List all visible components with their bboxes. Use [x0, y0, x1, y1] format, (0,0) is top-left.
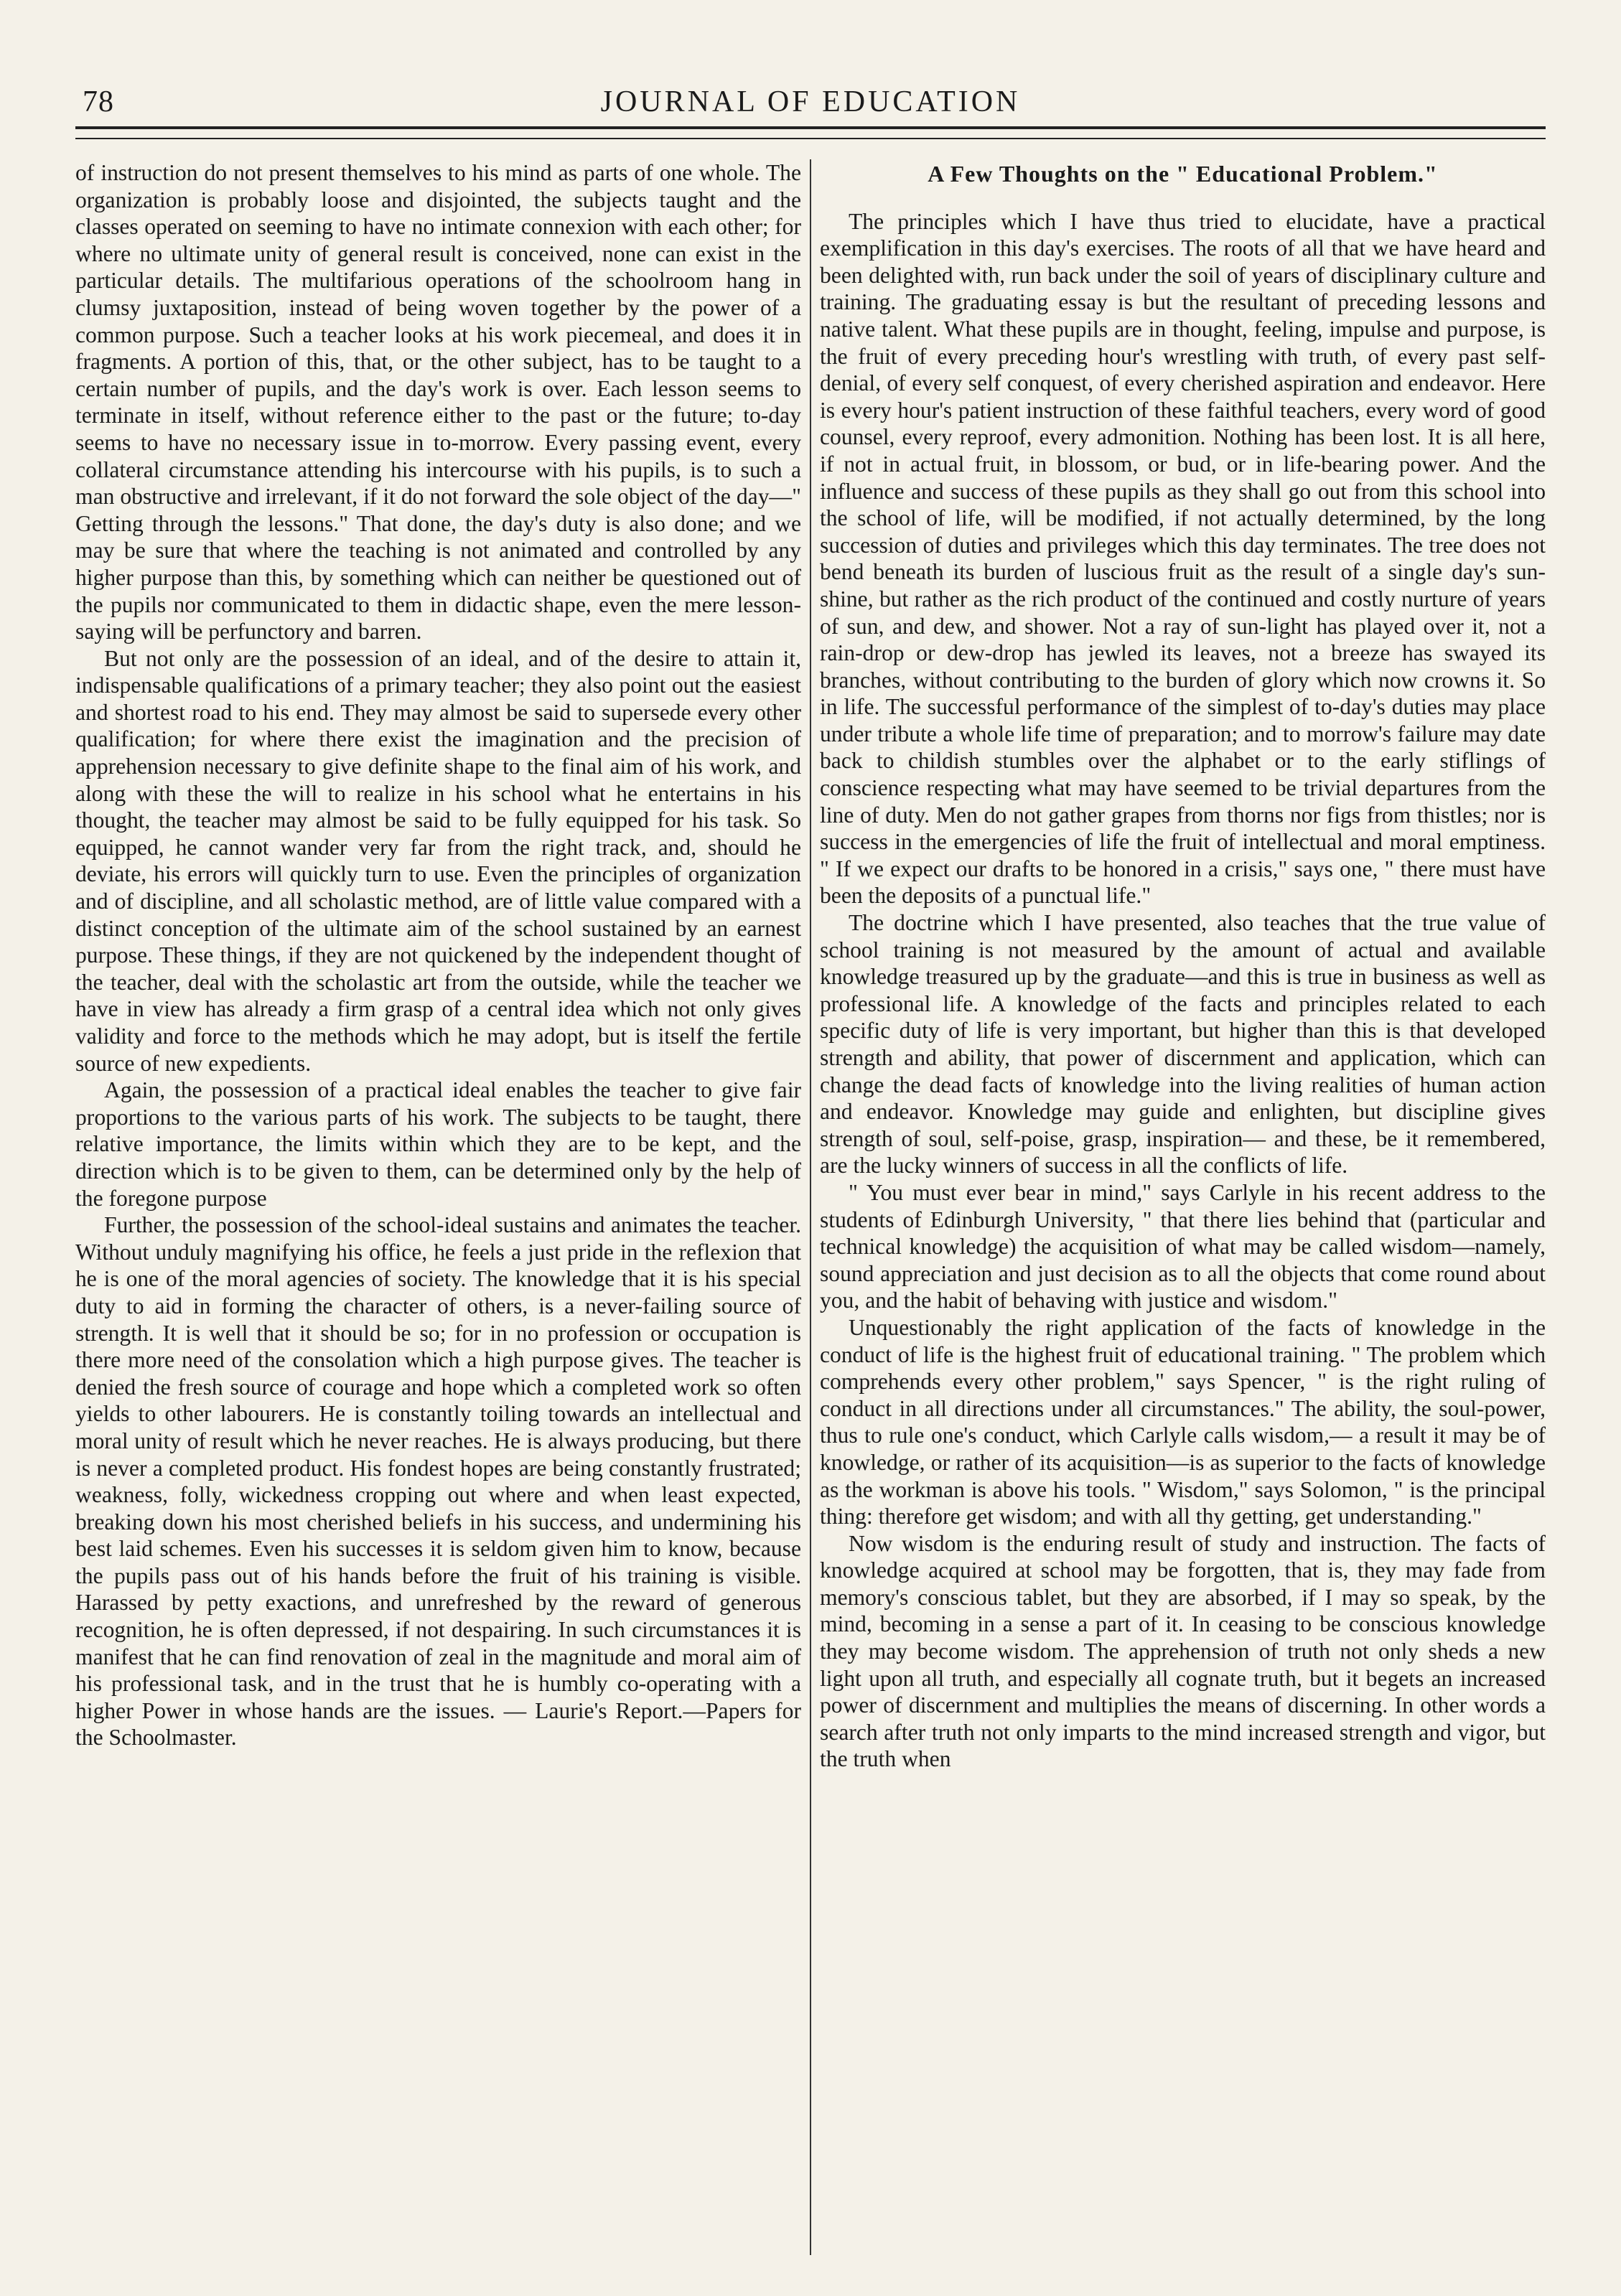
page-header: [75, 72, 1546, 122]
text-columns: [75, 159, 1546, 2255]
column-divider: [810, 159, 811, 2255]
left-paragraph-1: of instruction do not present themselves to his mind as parts of one whole. The organization is probably loose and disjointed, the subjects taught and the classes operated on seeming to have no intimate connexion with each other; for where no ultimate unity of general result is conceived, none can exist in the particular details. The multifarious operations of the schoolroom hang in clumsy juxtaposition, instead of being woven together by the power of a common purpose. Such a teacher looks at his work piecemeal, and does it in fragments. A portion of this, that, or the other subject, has to be taught to a certain number of pupils, and the day's work is over. Each lesson seems to terminate in itself, without reference either to the past or the future; to-day seems to have no necessary issue in to-morrow. Every passing event, every collateral circumstance attending his intercourse with his pupils, is to such a man obstructive and irrelevant, if it do not forward the sole object of the day—" Getting through the lessons." That done, the day's duty is also done; and we may be sure that where the teaching is not animated and controlled by any higher purpose than this, by something which can neither be questioned out of the pupils nor communicated to them in didactic shape, even the mere lesson-saying will be perfunctory and barren.: [75, 160, 801, 645]
article-title: A Few Thoughts on the " Educational Problem.": [928, 161, 1438, 187]
left-paragraph-2: But not only are the possession of an ideal, and of the desire to attain it, indispensable qualifications of a primary teacher; they also point out the easiest and shortest road to his end. They may almost be said to supersede every other qualification; for where there exist the imagination and the precision of apprehension necessary to give definite shape to the final aim of his work, and along with these the will to realize in his school what he entertains in his thought, the teacher may almost be said to be fully equipped for his task. So equipped, he cannot wander very far from the right track, and, should he deviate, his errors will quickly turn to use. Even the principles of organization and of discipline, and all scholastic method, are of little value compared with a distinct conception of the ultimate aim of the school sustained by an earnest purpose. These things, if they are not quickened by the independent thought of the teacher, deal with the scholastic art from the outside, while the teacher we have in view has already a firm grasp of a central idea which not only gives validity and force to the methods which he may adopt, but is itself the fertile source of new expedients.: [75, 645, 801, 1076]
left-column: [75, 159, 801, 2255]
right-column: [820, 159, 1546, 2255]
right-paragraph-1: The principles which I have thus tried to elucidate, have a practical exemplification in this day's exercises. The roots of all that we have heard and been delighted with, run back under the soil of years of disciplinary culture and training. The graduating essay is but the resultant of preceding lessons and native talent. What these pupils are in thought, feeling, impulse and purpose, is the fruit of every preceding hour's wrestling with truth, of every past self-denial, of every self conquest, of every cherished aspiration and endeavor. Here is every hour's patient instruction of these faithful teachers, every word of good counsel, every reproof, every admonition. Nothing has been lost. It is all here, if not in actual fruit, in blossom, or bud, or in life-bearing power. And the influence and success of these pupils as they shall go out from this school into the school of life, will be modified, if not actually determined, by the long succession of duties and privileges which this day terminates. The tree does not bend beneath its burden of luscious fruit as the result of a single day's sun-shine, but rather as the rich product of the continued and costly nurture of years of sun, and dew, and shower. Not a ray of sun-light has played over it, not a rain-drop or dew-drop has jewled its leaves, not a breeze has swayed its branches, without contributing to the burden of glory which now crowns it. So in life. The successful performance of the simplest of to-day's duties may place under tribute a whole life time of preparation; and to morrow's failure may date back to childish stumbles over the alphabet or to the early stiflings of conscience respecting what may have seemed to be trivial departures from the line of duty. Men do not gather grapes from thorns nor figs from thistles; nor is success in the emergencies of life the fruit of intellectual and moral emptiness. " If we expect our drafts to be honored in a crisis," says one, " there must have been the deposits of a punctual life.": [820, 208, 1546, 909]
left-paragraph-4: Further, the possession of the school-ideal sustains and animates the teacher. Without unduly magnifying his office, he feels a just pride in the reflexion that he is one of the moral agencies of society. The knowledge that it is his special duty to aid in forming the character of others, is a never-failing source of strength. It is well that it should be so; for in no profession or occupation is there more need of the consolation which a high purpose gives. The teacher is denied the fresh source of courage and hope which a completed work so often yields to other labourers. He is constantly toiling towards an intellectual and moral unity of result which he never reaches. He is always producing, but there is never a completed product. His fondest hopes are being constantly frustrated; weakness, folly, wickedness cropping out where and when least expected, breaking down his most cherished beliefs in his success, and undermining his best laid schemes. Even his successes it is seldom given him to know, because the pupils pass out of his hands before the fruit of his training is visible. Harassed by petty exactions, and unrefreshed by the reward of generous recognition, he is often depressed, if not despairing. In such circumstances it is manifest that he can find renovation of zeal in the magnitude and moral aim of his professional task, and in the trust that he is humbly co-operating with a higher Power in whose hands are the issues. — Laurie's Report.—Papers for the Schoolmaster.: [75, 1212, 801, 1751]
right-paragraph-3: " You must ever bear in mind," says Carlyle in his recent address to the students of Edinburgh University, " that there lies behind that (particular and technical knowledge) the acquisition of what may be called wisdom—namely, sound appreciation and just decision as to all the objects that come round about you, and the habit of behaving with justice and wisdom.": [820, 1179, 1546, 1313]
header-rule: [75, 126, 1546, 139]
right-paragraph-4: Unquestionably the right application of the facts of knowledge in the conduct of life is the highest fruit of educational training. " The problem which comprehends every other problem," says Spencer, " is the right ruling of conduct in all directions under all circumstances." The ability, the soul-power, thus to rule one's conduct, which Carlyle calls wisdom,— a result it may be of knowledge, or rather of its acquisition—is as superior to the facts of knowledge as the workman is above his tools. " Wisdom," says Solomon, " is the principal thing: therefore get wisdom; and with all thy getting, get understanding.": [820, 1314, 1546, 1529]
page-number: 78: [83, 85, 114, 118]
journal-title: JOURNAL OF EDUCATION: [600, 85, 1021, 118]
right-paragraph-2: The doctrine which I have presented, also teaches that the true value of school training is not measured by the amount of actual and available knowledge treasured up by the graduate—and this is true in business as well as professional life. A knowledge of the facts and principles related to each specific duty of life is very important, but higher than this is that developed strength and ability, that power of discernment and application, which can change the dead facts of knowledge into the living realities of human action and endeavor. Knowledge may guide and enlighten, but discipline gives strength of soul, self-poise, grasp, inspiration— and these, be it remembered, are the lucky winners of success in all the conflicts of life.: [820, 910, 1546, 1179]
right-paragraph-5: Now wisdom is the enduring result of study and instruction. The facts of knowledge acquired at school may be forgotten, that is, they may fade from memory's conscious tablet, but they are absorbed, if I may so speak, by the mind, becoming in a sense a part of it. In ceasing to be conscious knowledge they may become wisdom. The apprehension of truth not only sheds a new light upon all truth, and especially all cognate truth, but it begets an increased power of discernment and multiplies the means of discerning. In other words a search after truth not only imparts to the mind increased strength and vigor, but the truth when: [820, 1530, 1546, 1772]
left-paragraph-3: Again, the possession of a practical ideal enables the teacher to give fair proportions to the various parts of his work. The subjects to be taught, there relative importance, the limits within which they are to be kept, and the direction which is to be given to them, can be determined only by the help of the foregone purpose: [75, 1077, 801, 1211]
